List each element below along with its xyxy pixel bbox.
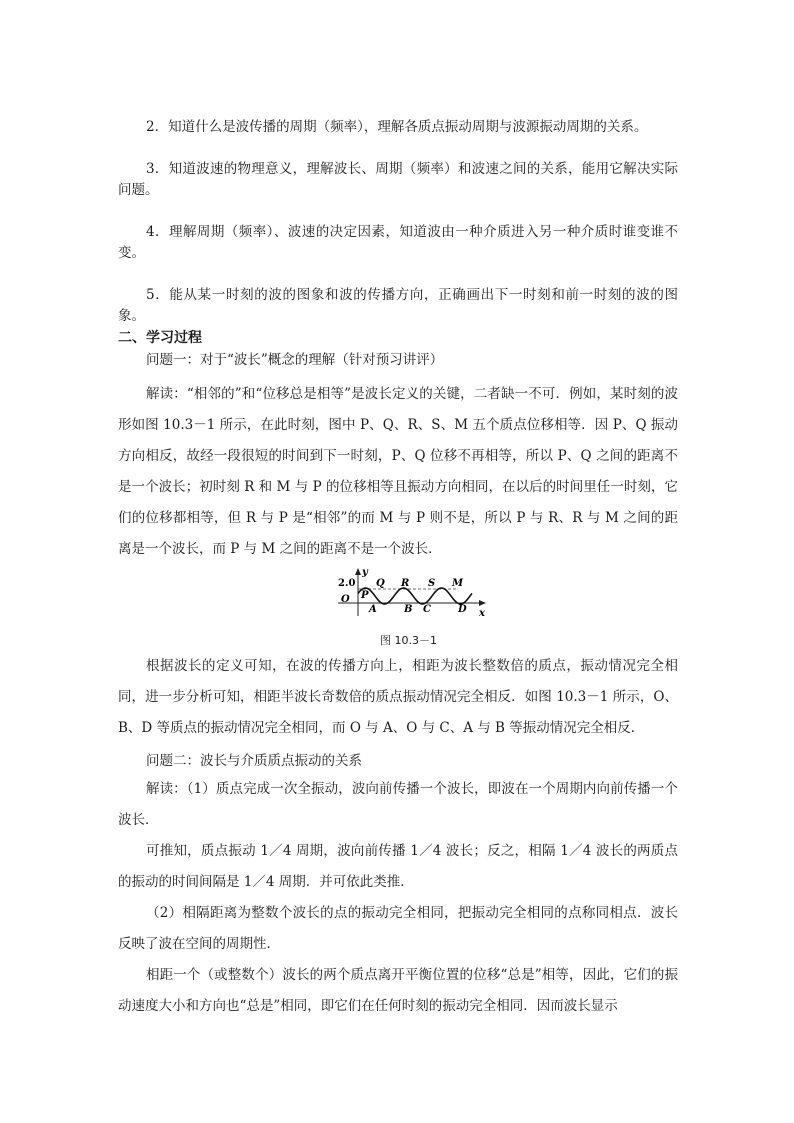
- question-two-inference: 可推知，质点振动 1／4 周期，波向前传播 1／4 波长；反之，相隔 1／4 波长的两质点的振动的时间间隔是 1／4 周期．并可依此类推．: [118, 843, 678, 890]
- y-axis-label: y: [362, 568, 368, 578]
- figure-caption: 图 10.3－1: [380, 634, 437, 647]
- point-b-label: B: [404, 604, 413, 615]
- point-q-label: Q: [376, 578, 385, 589]
- section-heading: 二、学习过程: [118, 330, 202, 346]
- question-one-conclusion: 根据波长的定义可知，在波的传播方向上，相距为波长整数倍的质点，振动情况完全相同，进一步分析可知，相距半波长奇数倍的质点振动情况完全相反．如图 10.3－1 所示，O、B、D 等质点的振动情况完全相同，而 O 与 A、O 与 C、A 与 B 等振动情况完全相反．: [118, 658, 678, 736]
- question-one-body: 解读：“相邻的”和“位移总是相等”是波长定义的关键，二者缺一不可．例如，某时刻的波形如图 10.3－1 所示，在此时刻，图中 P、Q、R、S、M 五个质点位移相等．因 P、Q 振动方向相反，故经一段很短的时间到下一时刻，P、Q 位移不再相等，所以 P、Q 之间的距离不是一个波长；初时刻 R 和 M 与 P 的位移相等且振动方向相同，在以后的时间里任一时刻，它们的位移都相等，但 R 与 P 是“相邻”的而 M 与 P 则不是，所以 P 与 R、R 与 M 之间的距离是一个波长，而 P 与 M 之间的距离不是一个波长．: [118, 386, 678, 557]
- point-d-label: D: [458, 604, 467, 615]
- point-c-label: C: [423, 604, 431, 615]
- objective-3: 3．知道波速的物理意义，理解波长、周期（频率）和波速之间的关系，能用它解决实际问题。: [118, 161, 678, 198]
- objective-4: 4．理解周期（频率）、波速的决定因素，知道波由一种介质进入另一种介质时谁变谁不变。: [118, 224, 678, 261]
- objective-2: 2．知道什么是波传播的周期（频率），理解各质点振动周期与波源振动周期的关系。: [146, 119, 648, 135]
- x-axis-label: x: [479, 608, 485, 618]
- point-r-label: R: [401, 578, 410, 589]
- objective-5: 5．能从某一时刻的波的图象和波的传播方向，正确画出下一时刻和前一时刻的波的图象。: [118, 287, 678, 324]
- y-value-label: 2.0: [338, 578, 356, 589]
- point-p-label: P: [361, 590, 369, 601]
- question-two-continuation: 相距一个（或整数个）波长的两个质点离开平衡位置的位移“总是”相等，因此，它们的振动速度大小和方向也“总是”相同，即它们在任何时刻的振动完全相同．因而波长显示: [118, 967, 678, 1014]
- origin-label: O: [341, 594, 350, 605]
- point-a-label: A: [369, 604, 377, 615]
- question-two-title: 问题二：波长与介质质点振动的关系: [146, 753, 362, 769]
- question-two-point-two: （2）相隔距离为整数个波长的点的振动完全相同，把振动完全相同的点称同相点．波长反映了波在空间的周期性．: [118, 905, 678, 952]
- point-m-label: M: [452, 578, 464, 589]
- wave-curve: [358, 588, 472, 604]
- point-s-label: S: [428, 578, 436, 589]
- question-two-point-one: 解读：（1）质点完成一次全振动，波向前传播一个波长，即波在一个周期内向前传播一个波长．: [118, 781, 678, 828]
- question-one-title: 问题一：对于“波长”概念的理解（针对预习讲评）: [146, 352, 444, 368]
- y-axis-arrow: [355, 568, 361, 575]
- x-axis-arrow: [479, 600, 486, 606]
- wave-figure: [338, 568, 488, 618]
